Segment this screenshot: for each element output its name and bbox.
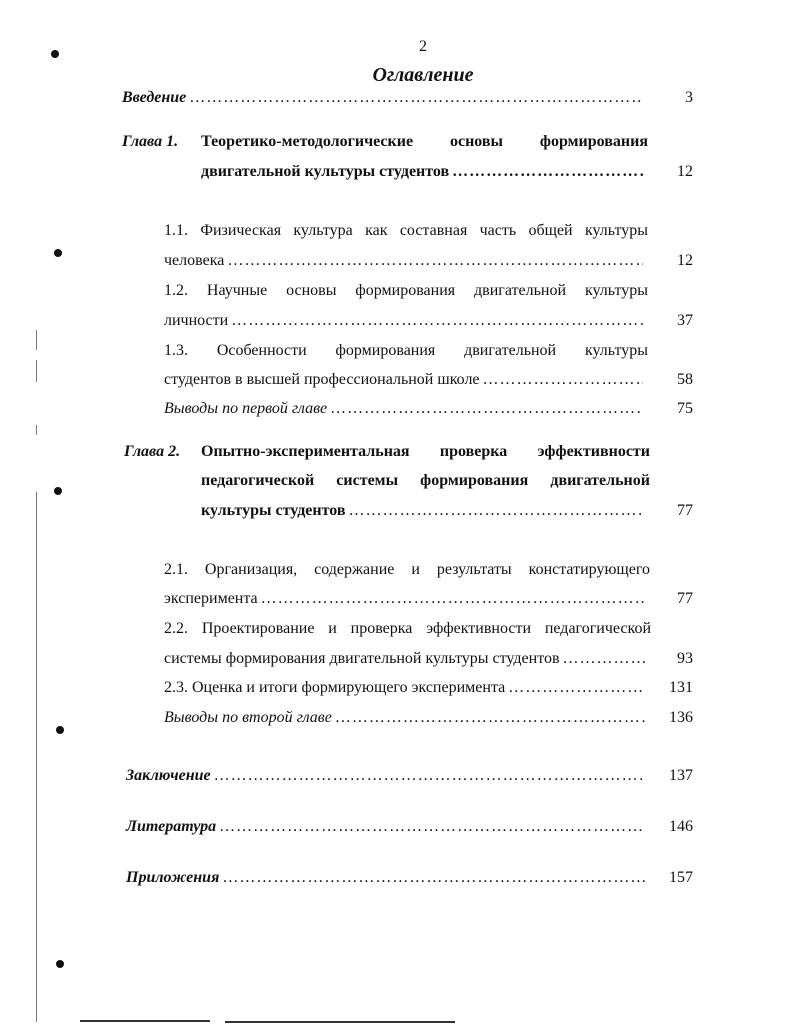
toc-page-number: 146 <box>669 818 693 835</box>
toc-page-number: 75 <box>677 400 693 417</box>
toc-section-1-2[interactable]: 1.2. Научные основы формирования двигательной культуры <box>164 282 648 299</box>
toc-section-line: студентов в высшей профессиональной школе …………………………………………………………………………………………………………………………………………………… <box>164 371 646 389</box>
punch-hole-mark <box>54 487 62 495</box>
chapter-1-heading[interactable] <box>122 133 178 151</box>
toc-entry-appendices[interactable]: Приложения …………………………………………………………………………………………………………………………………………………… <box>126 869 648 887</box>
toc-section-1-1[interactable]: 1.1. Физическая культура как составная часть общей культуры <box>164 222 648 239</box>
toc-section-line: человека …………………………………………………………………………………………………………………………………………………… <box>164 252 646 270</box>
toc-page-number: 58 <box>677 371 693 388</box>
leader-dots <box>330 400 643 418</box>
toc-page-number: 12 <box>677 252 693 269</box>
toc-conclusions-1[interactable]: Выводы по первой главе …………………………………………………………………………………………………………………………………………………… <box>164 400 646 418</box>
scan-bottom-line <box>80 1020 210 1022</box>
chapter-title-line: Теоретико-методологические основы формирования <box>201 133 648 150</box>
scan-edge-line <box>36 425 37 435</box>
toc-section-2-2[interactable]: 2.2. Проектирование и проверка эффективности педагогической <box>164 620 651 637</box>
leader-dots <box>335 709 645 727</box>
toc-page-number: 77 <box>677 590 693 607</box>
leader-dots <box>231 312 643 330</box>
leader-dots <box>483 371 643 389</box>
scan-edge-line <box>36 360 37 382</box>
scan-bottom-line <box>225 1021 455 1023</box>
leader-dots <box>452 163 644 181</box>
punch-hole-mark <box>54 249 62 257</box>
leader-dots <box>189 89 641 107</box>
leader-dots <box>219 818 645 836</box>
chapter-title-line: двигательной культуры студентов …………………………………………………………………………………………………………………………………………………… <box>201 163 647 181</box>
leader-dots <box>261 590 645 608</box>
leader-dots <box>227 252 643 270</box>
punch-hole-mark <box>56 960 64 968</box>
chapter-title-line: педагогической системы формирования двигательной <box>201 472 650 489</box>
toc-page-number: 136 <box>669 709 693 726</box>
toc-section-line: системы формирования двигательной культуры студентов …………………………………………………………………………………………………………………………………………………… <box>164 650 648 668</box>
toc-page-number: 131 <box>669 679 693 696</box>
toc-entry-conclusion[interactable]: Заключение …………………………………………………………………………………………………………………………………………………… <box>126 767 648 785</box>
toc-conclusions-2[interactable]: Выводы по второй главе …………………………………………………………………………………………………………………………………………………… <box>164 709 648 727</box>
chapter-label: Глава 1. <box>122 133 179 150</box>
leader-dots <box>508 679 645 697</box>
scan-edge-line <box>36 330 37 350</box>
toc-page-number: 3 <box>685 89 693 106</box>
chapter-title-line: культуры студентов …………………………………………………………………………………………………………………………………………………… <box>201 502 647 520</box>
toc-page-number: 12 <box>677 163 693 180</box>
toc-section-line: личности …………………………………………………………………………………………………………………………………………………… <box>164 312 646 330</box>
toc-section-2-1[interactable]: 2.1. Организация, содержание и результаты констатирующего <box>164 561 650 578</box>
toc-entry-intro[interactable] <box>122 89 644 107</box>
toc-section-line: эксперимента …………………………………………………………………………………………………………………………………………………… <box>164 590 648 608</box>
chapter-title-line: Опытно-экспериментальная проверка эффективности <box>201 443 650 460</box>
scan-edge-line <box>36 492 37 1022</box>
toc-section-1-3[interactable]: 1.3. Особенности формирования двигательной культуры <box>164 342 648 359</box>
leader-dots <box>349 502 644 520</box>
toc-page-number: 137 <box>669 767 693 784</box>
toc-entry-label: Введение <box>122 89 187 106</box>
page-title: Оглавление <box>372 64 474 86</box>
chapter-label: Глава 2. <box>124 443 181 460</box>
toc-section-2-3[interactable]: 2.3. Оценка и итоги формирующего эксперимента …………………………………………………………………………………………………………………………………………………… <box>164 679 648 697</box>
leader-dots <box>563 650 645 668</box>
chapter-2-heading[interactable] <box>124 443 180 461</box>
toc-page-number: 157 <box>669 869 693 886</box>
toc-entry-literature[interactable]: Литература …………………………………………………………………………………………………………………………………………………… <box>126 818 648 836</box>
leader-dots <box>214 767 645 785</box>
toc-page-number: 93 <box>677 650 693 667</box>
toc-page-number: 37 <box>677 312 693 329</box>
page-number: 2 <box>419 38 427 55</box>
toc-page-number: 77 <box>677 502 693 519</box>
leader-dots <box>222 869 645 887</box>
punch-hole-mark <box>56 726 64 734</box>
